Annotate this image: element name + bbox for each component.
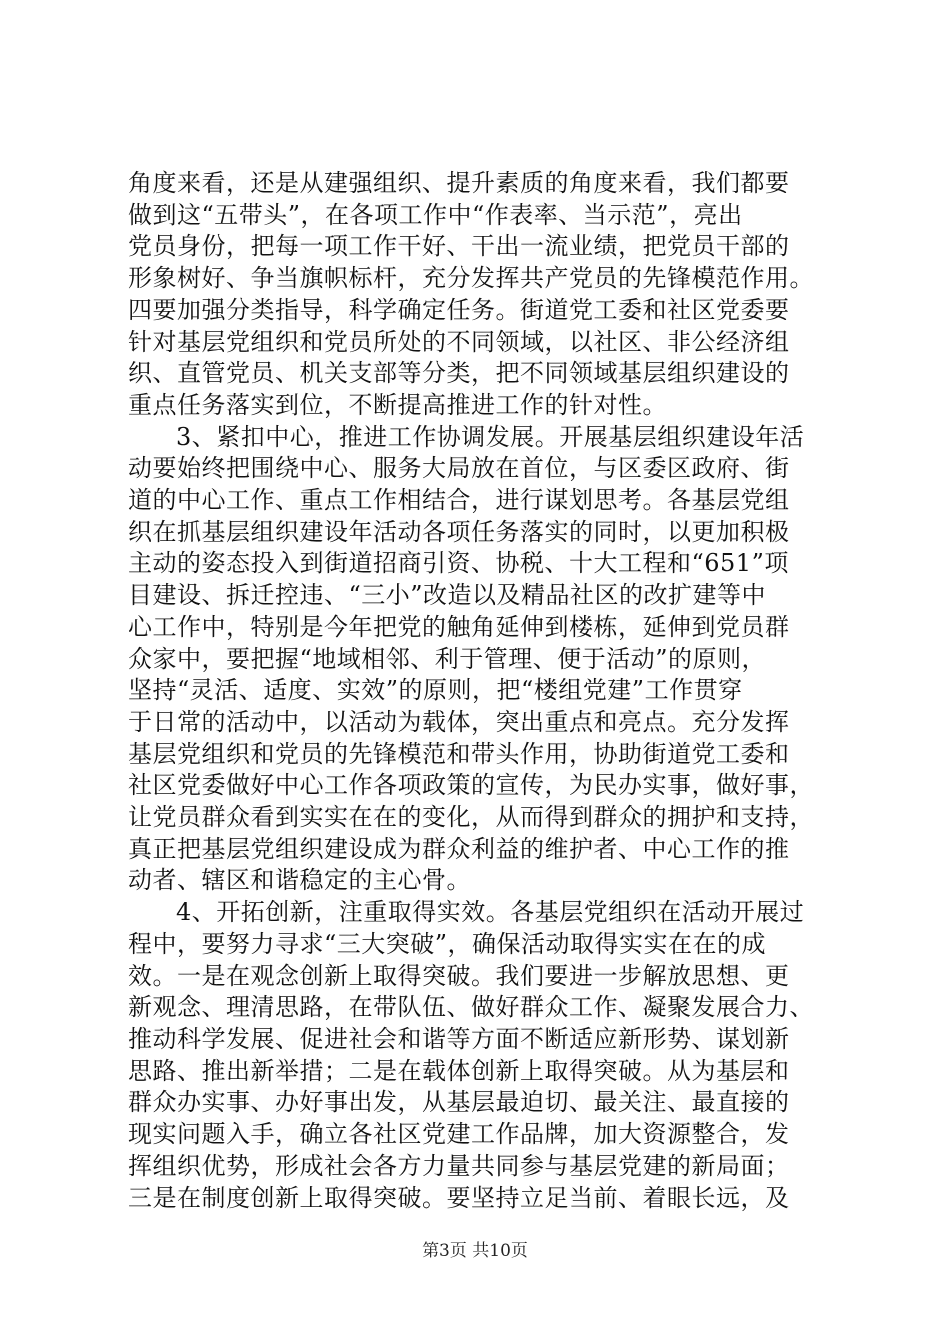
text-line: 挥组织优势，形成社会各方力量共同参与基层党建的新局面； bbox=[128, 1151, 790, 1180]
text-line: 形象树好、争当旗帜标杆，充分发挥共产党员的先锋模范作用。 bbox=[128, 264, 814, 293]
text-line: 群众办实事、办好事出发，从基层最迫切、最关注、最直接的 bbox=[128, 1088, 790, 1117]
text-line: 坚持“灵活、适度、实效”的原则，把“楼组党建”工作贯穿 bbox=[128, 676, 743, 705]
text-line: 织在抓基层组织建设年活动各项任务落实的同时，以更加积极 bbox=[128, 517, 790, 546]
text-line: 动要始终把围绕中心、服务大局放在首位，与区委区政府、街 bbox=[128, 454, 790, 483]
text-line: 推动科学发展、促进社会和谐等方面不断适应新形势、谋划新 bbox=[128, 1024, 790, 1053]
text-line: 4、开拓创新，注重取得实效。各基层党组织在活动开展过 bbox=[176, 898, 805, 927]
text-line: 3、紧扣中心，推进工作协调发展。开展基层组织建设年活 bbox=[176, 422, 805, 451]
paragraph-2 bbox=[128, 422, 828, 898]
text-line: 动者、辖区和谐稳定的主心骨。 bbox=[128, 866, 471, 895]
text-line: 现实问题入手，确立各社区党建工作品牌，加大资源整合，发 bbox=[128, 1120, 790, 1149]
paragraph-1 bbox=[128, 168, 828, 422]
text-line: 基层党组织和党员的先锋模范和带头作用，协助街道党工委和 bbox=[128, 739, 790, 768]
text-line: 三是在制度创新上取得突破。要坚持立足当前、着眼长远，及 bbox=[128, 1183, 790, 1212]
text-line: 效。一是在观念创新上取得突破。我们要进一步解放思想、更 bbox=[128, 961, 790, 990]
text-line: 党员身份，把每一项工作干好、干出一流业绩，把党员干部的 bbox=[128, 232, 790, 261]
body-text bbox=[128, 168, 828, 1214]
text-line: 目建设、拆迁控违、“三小”改造以及精品社区的改扩建等中 bbox=[128, 581, 767, 610]
page-footer bbox=[0, 1240, 950, 1262]
text-line: 心工作中，特别是今年把党的触角延伸到楼栋，延伸到党员群 bbox=[128, 612, 790, 641]
text-line: 让党员群众看到实实在在的变化，从而得到群众的拥护和支持， bbox=[128, 803, 814, 832]
text-line: 道的中心工作、重点工作相结合，进行谋划思考。各基层党组 bbox=[128, 486, 790, 515]
text-line: 思路、推出新举措；二是在载体创新上取得突破。从为基层和 bbox=[128, 1056, 790, 1085]
text-line: 程中，要努力寻求“三大突破”，确保活动取得实实在在的成 bbox=[128, 929, 767, 958]
text-line: 于日常的活动中，以活动为载体，突出重点和亮点。充分发挥 bbox=[128, 707, 790, 736]
text-line: 织、直管党员、机关支部等分类，把不同领域基层组织建设的 bbox=[128, 359, 790, 388]
text-line: 真正把基层党组织建设成为群众利益的维护者、中心工作的推 bbox=[128, 834, 790, 863]
text-line: 众家中，要把握“地域相邻、利于管理、便于活动”的原则， bbox=[128, 644, 767, 673]
text-line: 社区党委做好中心工作各项政策的宣传，为民办实事，做好事， bbox=[128, 771, 814, 800]
paragraph-3 bbox=[128, 897, 828, 1214]
text-line: 重点任务落实到位，不断提高推进工作的针对性。 bbox=[128, 390, 667, 419]
text-line: 主动的姿态投入到街道招商引资、协税、十大工程和“651”项 bbox=[128, 549, 789, 578]
text-line: 角度来看，还是从建强组织、提升素质的角度来看，我们都要 bbox=[128, 169, 790, 197]
text-line: 新观念、理清思路，在带队伍、做好群众工作、凝聚发展合力、 bbox=[128, 993, 814, 1022]
text-line: 针对基层党组织和党员所处的不同领域，以社区、非公经济组 bbox=[128, 327, 790, 356]
text-line: 四要加强分类指导，科学确定任务。街道党工委和社区党委要 bbox=[128, 295, 790, 324]
page-number: 第3页 共10页 bbox=[422, 1241, 528, 1261]
text-line: 做到这“五带头”，在各项工作中“作表率、当示范”，亮出 bbox=[128, 200, 743, 229]
